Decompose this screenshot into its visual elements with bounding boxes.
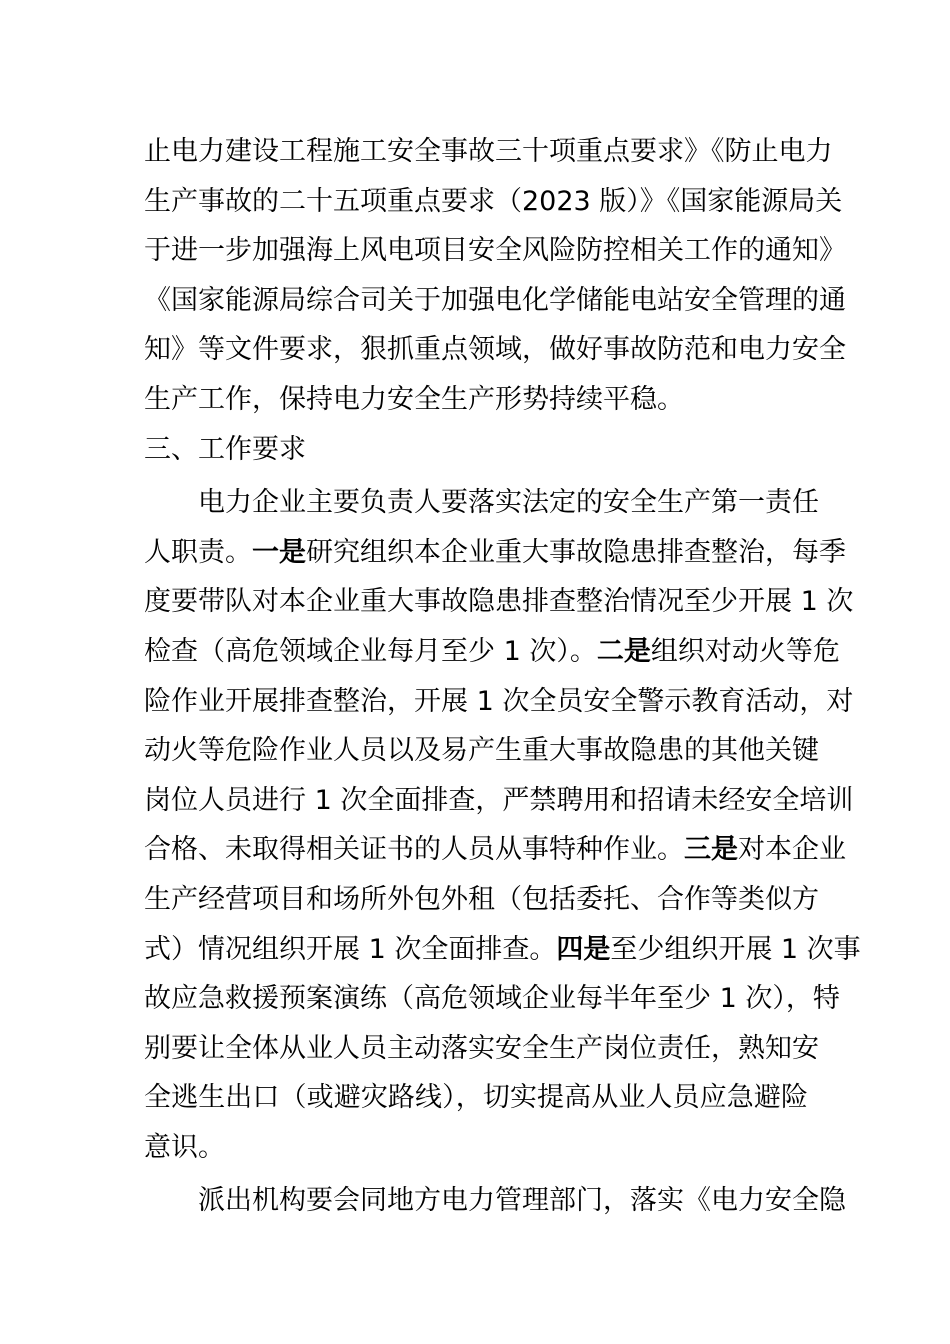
text-line: 于进一步加强海上风电项目安全风险防控相关工作的通知》 — [144, 235, 846, 267]
dispatched-agencies-paragraph — [144, 1176, 846, 1226]
text-run: 组织对动火等危 — [650, 635, 840, 667]
text-line: 意识。 — [144, 1131, 225, 1163]
text-line: 别要让全体从业人员主动落实安全生产岗位责任，熟知安 — [144, 1032, 819, 1064]
text-line — [144, 627, 840, 677]
text-run: 合格、未取得相关证书的人员从事特种作业。 — [144, 834, 684, 866]
point-one-label: 一是 — [252, 536, 306, 568]
point-two-label: 二是 — [596, 635, 651, 667]
text-run: 研究组织本企业重大事故隐患排查整治，每季 — [306, 536, 846, 568]
intro-paragraph — [144, 127, 846, 425]
text-line: 生产经营项目和场所外包外租（包括委托、合作等类似方 — [144, 883, 819, 915]
text-line: 生产工作，保持电力安全生产形势持续平稳。 — [144, 383, 684, 415]
section-heading: 三、工作要求 — [144, 433, 306, 465]
text-line — [144, 925, 861, 975]
text-line — [144, 825, 846, 875]
text-run: 人职责。 — [144, 536, 252, 568]
document-body — [144, 127, 861, 1226]
text-line: 度要带队对本企业重大事故隐患排查整治情况至少开展 1 次 — [144, 586, 854, 618]
text-run: 对本企业 — [738, 834, 846, 866]
text-run: 至少组织开展 1 次事 — [610, 933, 861, 965]
work-requirements-paragraph — [144, 478, 861, 1172]
text-line: 生产事故的二十五项重点要求（2023 版）》《国家能源局关 — [144, 185, 843, 217]
text-line: 动火等危险作业人员以及易产生重大事故隐患的其他关键 — [144, 735, 819, 767]
text-line — [144, 528, 846, 578]
text-line: 全逃生出口（或避灾路线），切实提高从业人员应急避险 — [144, 1082, 808, 1114]
text-line: 《国家能源局综合司关于加强电化学储能电站安全管理的通 — [144, 284, 846, 316]
text-line: 止电力建设工程施工安全事故三十项重点要求》《防止电力 — [144, 136, 833, 167]
text-line: 故应急救援预案演练（高危领域企业每半年至少 1 次），特 — [144, 983, 840, 1015]
text-line: 电力企业主要负责人要落实法定的安全生产第一责任 — [198, 487, 819, 519]
point-four-label: 四是 — [556, 933, 611, 965]
point-three-label: 三是 — [684, 834, 738, 866]
text-run: 式）情况组织开展 1 次全面排查。 — [144, 933, 557, 965]
text-line: 派出机构要会同地方电力管理部门，落实《电力安全隐 — [198, 1185, 846, 1217]
text-line: 岗位人员进行 1 次全面排查，严禁聘用和招请未经安全培训 — [144, 784, 854, 816]
text-line: 知》等文件要求，狠抓重点领域，做好事故防范和电力安全 — [144, 334, 846, 366]
text-line: 险作业开展排查整治，开展 1 次全员安全警示教育活动，对 — [144, 685, 854, 717]
text-run: 检查（高危领域企业每月至少 1 次）。 — [144, 635, 597, 667]
